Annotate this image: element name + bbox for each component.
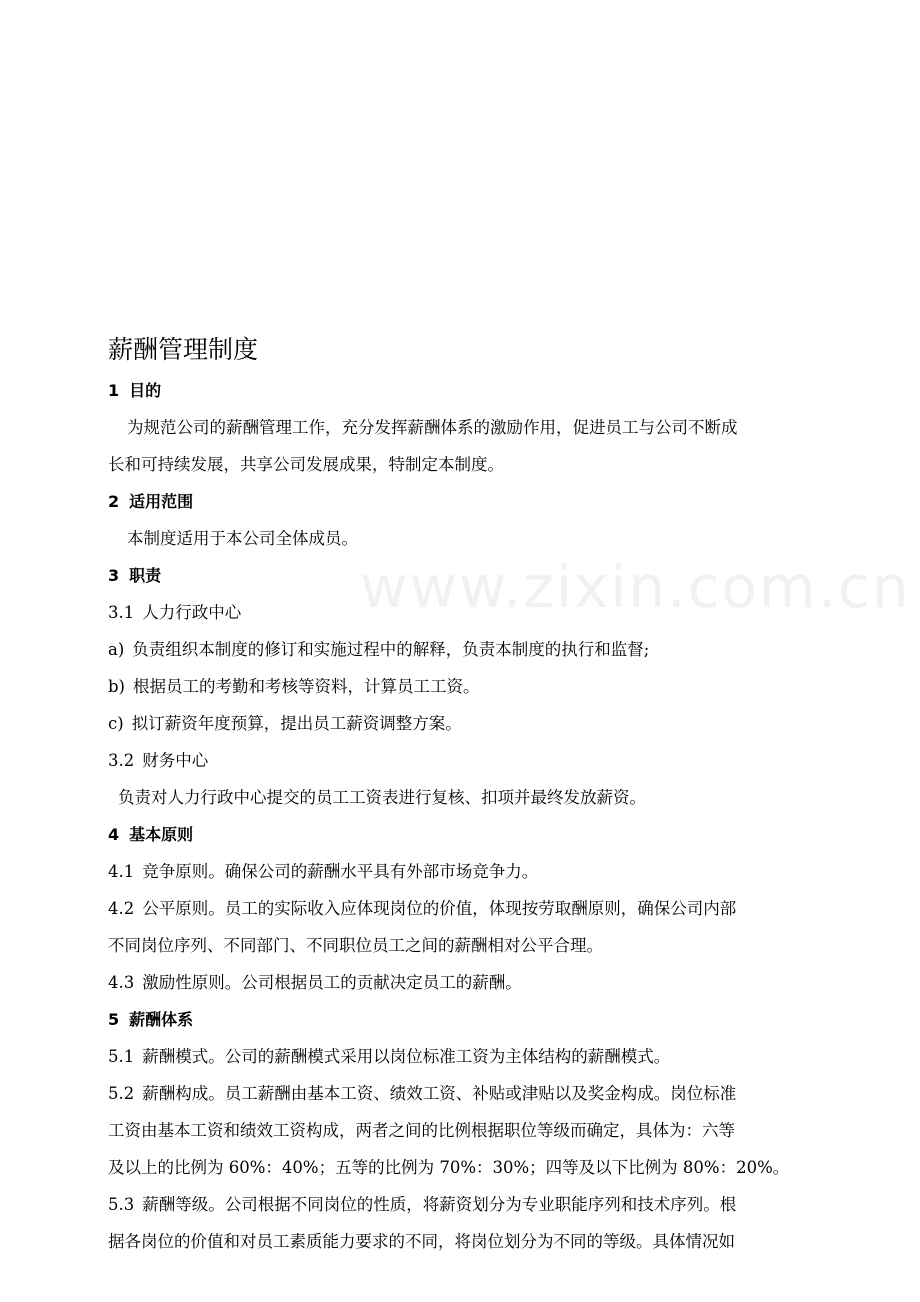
subsection-number: 3.1 (108, 603, 135, 622)
section-1-heading (108, 372, 816, 409)
principle-4-3 (108, 964, 816, 1001)
clause-5-1 (108, 1038, 816, 1075)
clause-number: 5.2 (108, 1084, 135, 1103)
section-title: 基本原则 (129, 825, 194, 844)
subsection-3-1 (108, 594, 816, 631)
section-2-heading (108, 483, 816, 520)
section-title: 适用范围 (129, 492, 194, 511)
clause-text: 薪酬构成。员工薪酬由基本工资、绩效工资、补贴或津贴以及奖金构成。岗位标准 (142, 1084, 737, 1103)
section-2-paragraph: 本制度适用于本公司全体成员。 (127, 529, 358, 548)
watermark: www.zixin.com.cn (360, 553, 911, 621)
document-body (108, 330, 816, 1260)
subsection-3-2 (108, 742, 816, 779)
clause-number: 4.2 (108, 899, 135, 918)
section-title: 职责 (129, 566, 162, 585)
list-item-label: c) (108, 714, 124, 733)
clause-number: 4.3 (108, 973, 135, 992)
list-item-c (108, 705, 816, 742)
section-number: 1 (108, 381, 120, 400)
section-title: 薪酬体系 (129, 1010, 194, 1029)
list-item-a (108, 631, 816, 668)
clause-5-2-line-1 (108, 1075, 816, 1112)
clause-5-2-line-2: 工资由基本工资和绩效工资构成，两者之间的比例根据职位等级而确定，具体为：六等 (108, 1121, 735, 1140)
section-number: 3 (108, 566, 120, 585)
subsection-title: 人力行政中心 (142, 603, 242, 622)
document-title: 薪酬管理制度 (108, 335, 259, 364)
section-number: 2 (108, 492, 120, 511)
clause-text: 公平原则。员工的实际收入应体现岗位的价值，体现按劳取酬原则，确保公司内部 (142, 899, 737, 918)
section-1-paragraph-line-2: 长和可持续发展，共享公司发展成果，特制定本制度。 (108, 455, 504, 474)
section-title: 目的 (129, 381, 162, 400)
clause-5-3-line-2: 据各岗位的价值和对员工素质能力要求的不同，将岗位划分为不同的等级。具体情况如 (108, 1232, 735, 1251)
clause-number: 5.3 (108, 1195, 135, 1214)
section-number: 5 (108, 1010, 120, 1029)
principle-4-1 (108, 853, 816, 890)
list-item-b (108, 668, 816, 705)
section-4-heading (108, 816, 816, 853)
clause-text: 竞争原则。确保公司的薪酬水平具有外部市场竞争力。 (142, 862, 539, 881)
principle-4-2-line-2: 不同岗位序列、不同部门、不同职位员工之间的薪酬相对公平合理。 (108, 936, 603, 955)
subsection-3-2-paragraph: 负责对人力行政中心提交的员工工资表进行复核、扣项并最终发放薪资。 (118, 788, 646, 807)
section-3-heading (108, 557, 816, 594)
subsection-number: 3.2 (108, 751, 135, 770)
clause-text: 薪酬模式。公司的薪酬模式采用以岗位标准工资为主体结构的薪酬模式。 (142, 1047, 671, 1066)
list-item-label: a) (108, 640, 125, 659)
subsection-title: 财务中心 (142, 751, 209, 770)
clause-text: 薪酬等级。公司根据不同岗位的性质，将薪资划分为专业职能序列和技术序列。根 (142, 1195, 737, 1214)
clause-number: 5.1 (108, 1047, 135, 1066)
list-item-label: b) (108, 677, 125, 696)
clause-text: 激励性原则。公司根据员工的贡献决定员工的薪酬。 (142, 973, 522, 992)
principle-4-2-line-1 (108, 890, 816, 927)
list-item-text: 负责组织本制度的修订和实施过程中的解释，负责本制度的执行和监督; (132, 640, 650, 659)
clause-5-2-line-3: 及以上的比例为 60%：40%；五等的比例为 70%：30%；四等及以下比例为 80%：20%。 (108, 1158, 790, 1177)
section-number: 4 (108, 825, 120, 844)
section-1-paragraph-line-1: 为规范公司的薪酬管理工作，充分发挥薪酬体系的激励作用，促进员工与公司不断成 (127, 418, 738, 437)
clause-number: 4.1 (108, 862, 135, 881)
clause-5-3-line-1 (108, 1186, 816, 1223)
section-5-heading (108, 1001, 816, 1038)
list-item-text: 拟订薪资年度预算，提出员工薪资调整方案。 (131, 714, 462, 733)
list-item-text: 根据员工的考勤和考核等资料，计算员工工资。 (133, 677, 480, 696)
